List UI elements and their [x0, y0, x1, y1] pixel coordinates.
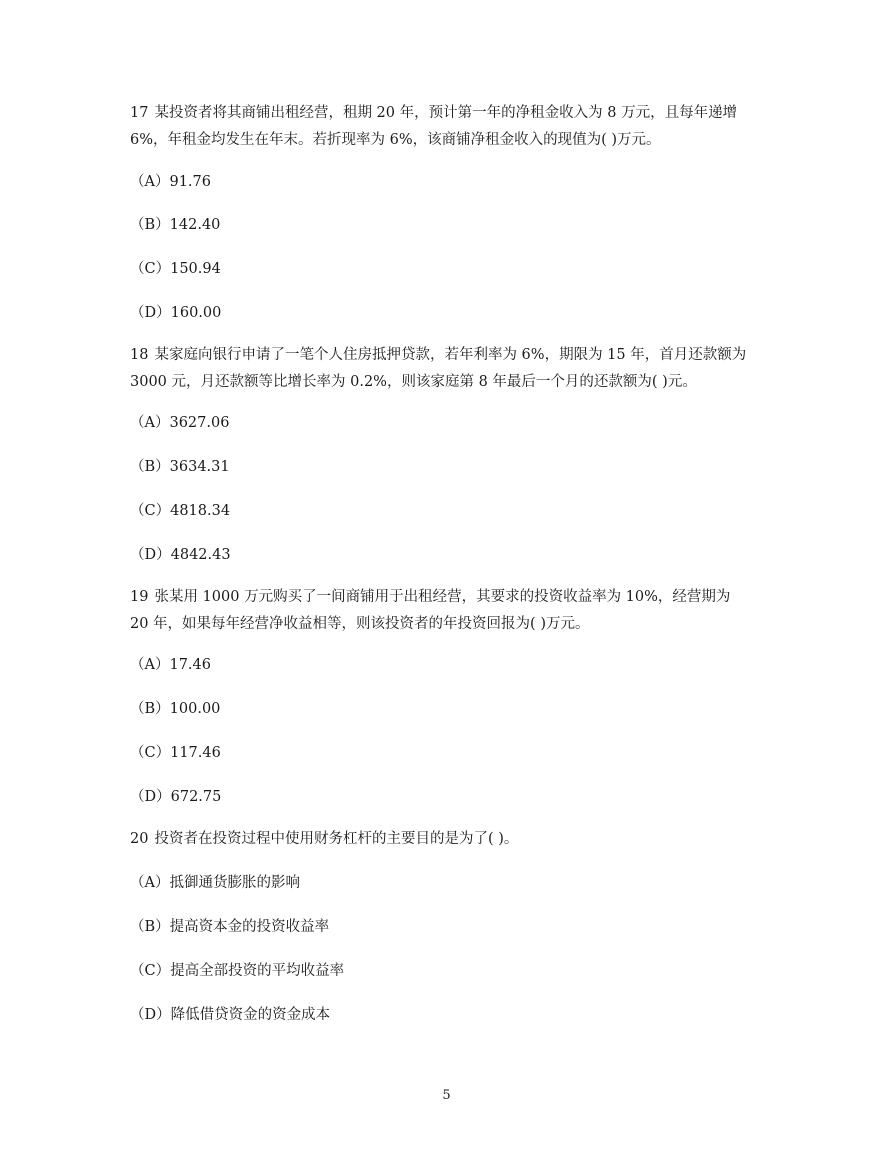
question-17: [130, 100, 750, 154]
question-number: 18: [130, 347, 149, 363]
option-19-c: （C）117.46: [130, 745, 221, 761]
question-text: 张某用 1000 万元购买了一间商铺用于出租经营，其要求的投资收益率为 10%，经营期为 20 年，如果每年经营净收益相等，则该投资者的年投资回报为( )万元。: [130, 589, 731, 632]
option-20-c: （C）提高全部投资的平均收益率: [130, 963, 345, 979]
question-number: 19: [130, 589, 149, 605]
question-number: 20: [130, 831, 149, 847]
option-20-d: （D）降低借贷资金的资金成本: [130, 1007, 331, 1023]
question-19: [130, 584, 750, 638]
page-number: 5: [442, 1088, 451, 1103]
option-18-d: （D）4842.43: [130, 547, 231, 563]
option-18-c: （C）4818.34: [130, 503, 231, 519]
question-text: 某家庭向银行申请了一笔个人住房抵押贷款，若年利率为 6%，期限为 15 年，首月还款额为 3000 元，月还款额等比增长率为 0.2%，则该家庭第 8 年最后一个月的还款额为( )元。: [130, 347, 747, 390]
option-18-a: （A）3627.06: [130, 415, 230, 431]
option-17-b: （B）142.40: [130, 217, 221, 233]
question-text: 某投资者将其商铺出租经营，租期 20 年，预计第一年的净租金收入为 8 万元，且每年递增 6%，年租金均发生在年末。若折现率为 6%，该商铺净租金收入的现值为( )万元。: [130, 105, 738, 148]
question-text: 投资者在投资过程中使用财务杠杆的主要目的是为了( )。: [154, 831, 519, 847]
question-18: [130, 342, 750, 396]
question-20: [130, 826, 750, 853]
question-number: 17: [130, 105, 149, 121]
option-19-a: （A）17.46: [130, 657, 211, 673]
option-19-d: （D）672.75: [130, 789, 222, 805]
option-20-b: （B）提高资本金的投资收益率: [130, 919, 330, 935]
option-17-a: （A）91.76: [130, 174, 211, 190]
option-18-b: （B）3634.31: [130, 459, 230, 475]
option-20-a: （A）抵御通货膨胀的影响: [130, 875, 300, 891]
option-17-d: （D）160.00: [130, 305, 222, 321]
option-17-c: （C）150.94: [130, 261, 221, 277]
option-19-b: （B）100.00: [130, 701, 221, 717]
